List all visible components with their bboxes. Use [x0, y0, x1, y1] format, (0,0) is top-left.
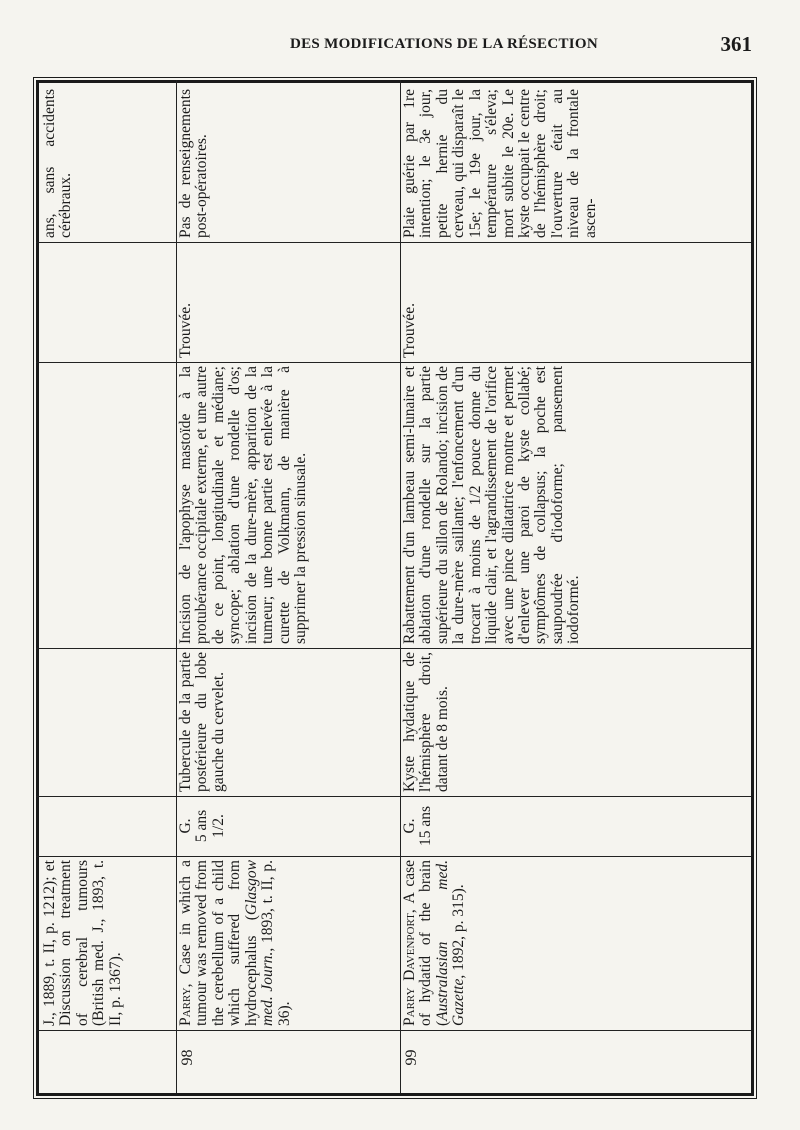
after-cell [40, 85, 176, 242]
age: 15 ans [417, 805, 435, 847]
case-number-text: 98 [179, 1049, 196, 1066]
reference-cell [400, 856, 744, 1030]
after-cell [176, 85, 400, 242]
age: 5 ans 1/2. [193, 809, 227, 843]
operation-text: Rabattement d'un lambeau semi-lunaire et ablation d'une rondelle sur la partie supérieure du sillon de Rolando; incision de la dure-mère saillante; l'enfoncement d'un trocart à moins de 1/2 pouce donne du liquide clair, et l'agrandissement de l'orifice avec une pince dilatatrice montre et permet d'enlever une paroi de kyste collabé; symptômes de collapsus; la poche est saupoudrée d'iodoforme; pansement iodoformé. [401, 366, 583, 644]
running-head [0, 32, 800, 60]
sex-age-cell [400, 796, 744, 856]
result-cell [176, 242, 400, 362]
page-number: 361 [720, 32, 752, 56]
reference-continued: J., 1889, t. II, p. 1212); et Discussion on treatment of cerebral tumours (British med. J., 1893, t. II, p. 1367). [41, 860, 124, 1026]
reference-title: Case in which a tumour was removed from the cerebellum of a child which suffered from hydrocephalus ( [177, 860, 260, 1026]
rotated-table [40, 85, 744, 1085]
case-number [176, 1030, 400, 1085]
operation-cell [400, 362, 744, 648]
table-row [40, 85, 176, 1085]
result-text: Trouvée. [401, 303, 418, 358]
operation-text: Incision de l'apophyse mastoïde à la protubérance occipitale externe, et une autre de ce point, longitudinale et médiane; syncope; ablation d'une rondelle d'os; incision de la dure-mère, apparition de la tumeur; une bonne partie est enlevée à la curette de Volkmann, de manière à supprimer la pression sinusale. [177, 366, 309, 644]
lesion-text: Tubercule de la partie postérieure du lobe gauche du cervelet. [177, 652, 227, 792]
lesion-cell [176, 648, 400, 796]
lesion-cell [400, 648, 744, 796]
result-cell [400, 242, 744, 362]
sex: G. [401, 818, 418, 834]
reference-tail: , 1893, t. II, p. 36). [259, 860, 293, 1026]
reference-title: A case of hydatid of the brain ( [401, 860, 451, 1026]
reference-tail: , 1892, p. 315). [450, 884, 468, 979]
lesion-text: Kyste hydatique de l'hémisphère droit, datant de 8 mois. [401, 652, 451, 792]
after-text: Plaie guérie par 1re intention; le 3e jour, petite hernie du cerveau, qui disparaît le 15e; le 19e jour, la température s'éleva; mort subite le 20e. Le kyste occupait le centre de l'hémisphère droit; l'ouverture était au niveau de la frontale ascen- [401, 89, 599, 238]
author-name: Parry Davenport, [401, 909, 418, 1026]
author-name: Parry, [177, 983, 194, 1026]
sex: G. [177, 818, 194, 834]
table-row [176, 85, 400, 1085]
operation-cell [176, 362, 400, 648]
journal-name: Australasian med. Gazette [433, 860, 468, 1026]
reference-cell [176, 856, 400, 1030]
reference-cell [40, 856, 176, 1030]
running-title: DES MODIFICATIONS DE LA RÉSECTION [290, 36, 599, 52]
result-text: Trouvée. [177, 303, 194, 358]
after-text: Pas de renseignements post-opératoires. [177, 89, 211, 238]
after-continued: ans, sans accidents cérébraux. [41, 89, 75, 238]
case-number-text: 99 [403, 1049, 420, 1066]
case-number [400, 1030, 744, 1085]
table-row [400, 85, 744, 1085]
sex-age-cell [176, 796, 400, 856]
journal-name: Glasgow med. Journ. [242, 860, 277, 1026]
after-cell [400, 85, 744, 242]
